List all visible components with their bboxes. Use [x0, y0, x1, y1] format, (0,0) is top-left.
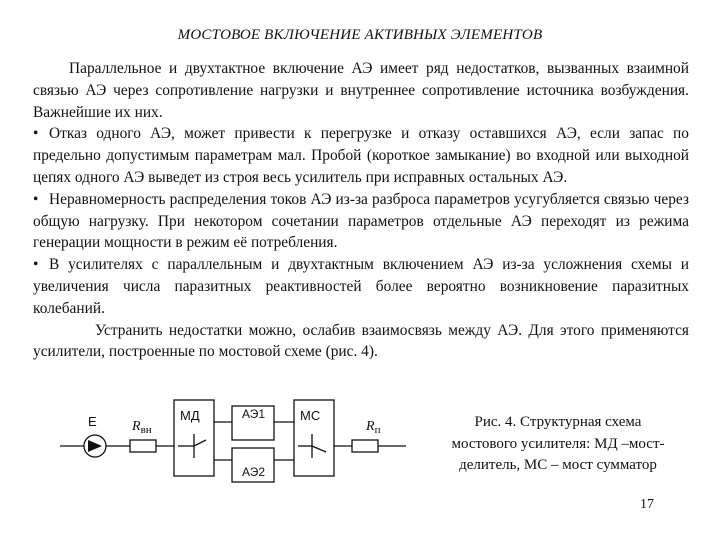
- ae1-label: АЭ1: [242, 407, 266, 421]
- bullet-text: Неравномерность распределения токов АЭ из-за разброса параметров усугубляется связью через общую нагрузку. При некотором сочетании параметров отдельные АЭ переходят из режима генерации мощности в режим её потребления.: [33, 190, 689, 252]
- bullet-icon: •: [33, 256, 39, 274]
- page-number: 17: [640, 497, 654, 512]
- bullet-item-failure: [33, 123, 689, 188]
- bullet-text: Отказ одного АЭ, может привести к перегрузке и отказу оставшихся АЭ, если запас по предельно допустимым параметрам мал. Пробой (короткое замыкание) во входной или выходной цепях одного АЭ выведет из строя весь усилитель при исправных остальных АЭ.: [33, 125, 689, 186]
- bullet-text: В усилителях с параллельным и двухтактным включением АЭ из-за усложнения схемы и увеличения числа паразитных реактивностей более вероятно возникновение паразитных колебаний.: [33, 256, 689, 317]
- source-arrow-icon: [88, 440, 102, 452]
- page-title: МОСТОВОЕ ВКЛЮЧЕНИЕ АКТИВНЫХ ЭЛЕМЕНТОВ: [177, 27, 543, 43]
- caption-line: Рис. 4. Структурная схема: [474, 414, 642, 430]
- bullet-icon: •: [33, 125, 39, 143]
- bullet-icon: •: [33, 190, 39, 208]
- resistor-rvn-icon: [130, 440, 156, 452]
- bullet-item-current: [33, 189, 689, 254]
- body-text: [33, 58, 689, 363]
- paragraph-conclusion: Устранить недостатки можно, ослабив взаимосвязь между АЭ. Для этого применяются усилители, построенные по мостовой схеме (рис. 4).: [33, 321, 689, 361]
- figure-caption: [438, 412, 678, 477]
- rload-label: $R_п$: [366, 419, 381, 436]
- caption-line: мостового усилителя: МД –мост-: [451, 435, 665, 452]
- paragraph-intro: Параллельное и двухтактное включение АЭ имеет ряд недостатков, вызванных взаимной связью АЭ через сопротивление нагрузки и внутреннее сопротивление источника возбуждения. Важнейшие их них.: [33, 60, 689, 121]
- combiner-label: МС: [300, 408, 321, 423]
- splitter-label: МД: [180, 408, 200, 423]
- ae2-label: АЭ2: [242, 465, 266, 479]
- bridge-amplifier-diagram: [60, 398, 420, 484]
- rvn-label: $R_{вн}$: [132, 419, 152, 436]
- resistor-rload-icon: [352, 440, 378, 452]
- caption-line: делитель, МС – мост сумматор: [459, 457, 657, 473]
- source-label: Е: [88, 414, 97, 429]
- bullet-item-oscillation: [33, 254, 689, 319]
